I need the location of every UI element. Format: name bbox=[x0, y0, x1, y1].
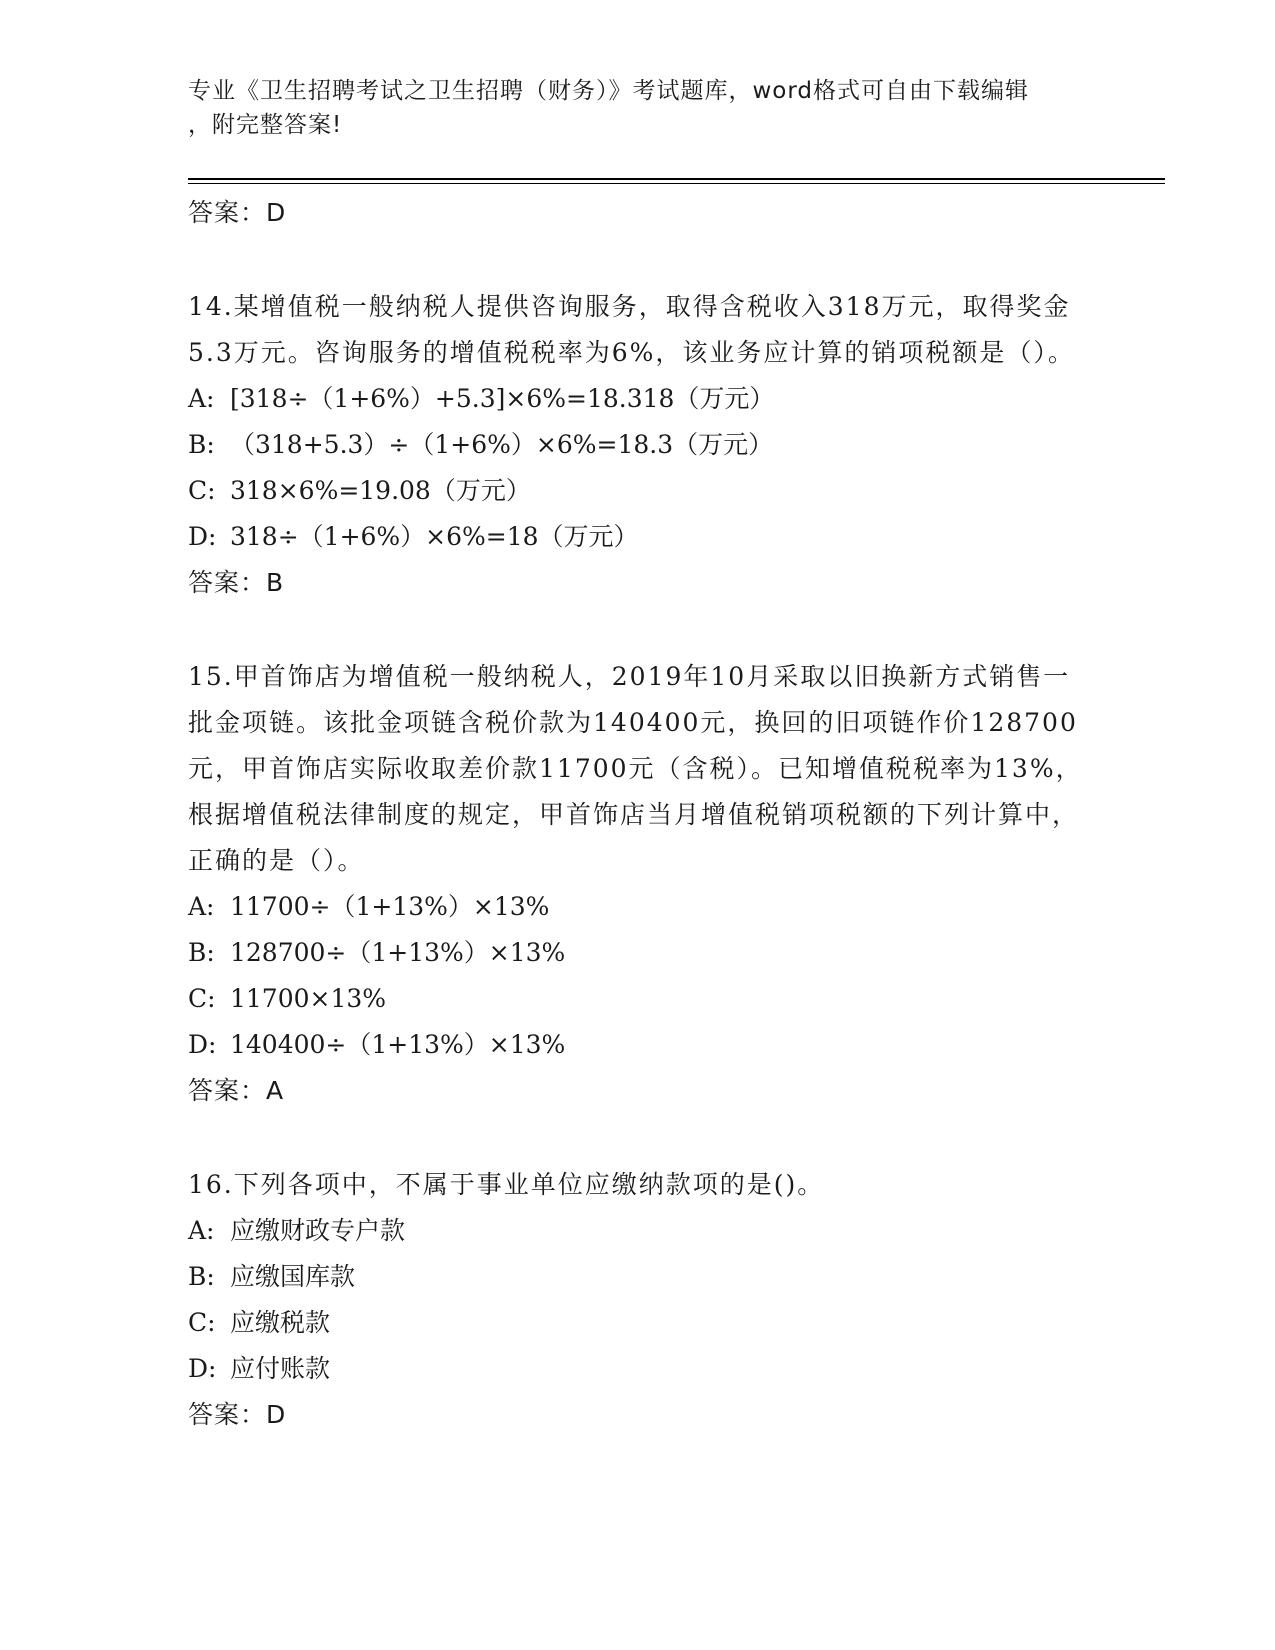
option-text: 应缴国库款 bbox=[230, 1262, 356, 1291]
question-16 bbox=[188, 1162, 1088, 1438]
option-text: 318÷（1+6%）×6%=18（万元） bbox=[230, 522, 639, 551]
option-text: 318×6%=19.08（万元） bbox=[230, 476, 531, 505]
option-text: 应缴税款 bbox=[230, 1308, 331, 1337]
question-answer: 答案：B bbox=[188, 568, 285, 597]
spacer bbox=[188, 236, 1088, 284]
question-stem: 15.甲首饰店为增值税一般纳税人，2019年10月采取以旧换新方式销售一批金项链。该批金项链含税价款为140400元，换回的旧项链作价128700元，甲首饰店实际收取差价款11700元（含税）。已知增值税税率为13%，根据增值税法律制度的规定，甲首饰店当月增值税销项税额的下列计算中，正确的是（）。 bbox=[188, 662, 1083, 875]
option-key: B: bbox=[188, 1262, 215, 1291]
question-14 bbox=[188, 284, 1088, 606]
option-key: A: bbox=[188, 892, 215, 921]
question-answer: 答案：D bbox=[188, 1400, 287, 1429]
header-rule-thick bbox=[188, 178, 1165, 180]
question-answer: 答案：A bbox=[188, 1076, 285, 1105]
option-key: A: bbox=[188, 1216, 215, 1245]
option-c bbox=[188, 1300, 1088, 1346]
option-text: [318÷（1+6%）+5.3]×6%=18.318（万元） bbox=[230, 384, 775, 413]
option-text: 应付账款 bbox=[230, 1354, 331, 1383]
question-stem: 14.某增值税一般纳税人提供咨询服务，取得含税收入318万元，取得奖金5.3万元。咨询服务的增值税税率为6%，该业务应计算的销项税额是（）。 bbox=[188, 292, 1075, 367]
document-header bbox=[188, 74, 1088, 142]
header-line-1: 专业《卫生招聘考试之卫生招聘（财务）》考试题库，word格式可自由下载编辑 bbox=[188, 78, 1030, 104]
option-d bbox=[188, 514, 1088, 560]
header-line-2: ，附完整答案! bbox=[188, 112, 343, 138]
option-key: C: bbox=[188, 476, 216, 505]
option-text: 11700÷（1+13%）×13% bbox=[230, 892, 550, 921]
option-c bbox=[188, 976, 1088, 1022]
option-b bbox=[188, 422, 1088, 468]
option-text: 应缴财政专户款 bbox=[230, 1216, 406, 1245]
option-text: 140400÷（1+13%）×13% bbox=[230, 1030, 566, 1059]
option-key: C: bbox=[188, 1308, 216, 1337]
option-key: C: bbox=[188, 984, 216, 1013]
option-a bbox=[188, 376, 1088, 422]
option-c bbox=[188, 468, 1088, 514]
question-list bbox=[188, 190, 1088, 1438]
question-stem: 16.下列各项中，不属于事业单位应缴纳款项的是()。 bbox=[188, 1170, 825, 1199]
option-text: 11700×13% bbox=[230, 984, 387, 1013]
option-a bbox=[188, 1208, 1088, 1254]
spacer bbox=[188, 606, 1088, 654]
question-15 bbox=[188, 654, 1088, 1114]
header-rule-thin bbox=[188, 183, 1165, 184]
option-key: D: bbox=[188, 1354, 217, 1383]
option-a bbox=[188, 884, 1088, 930]
option-text: （318+5.3）÷（1+6%）×6%=18.3（万元） bbox=[230, 430, 774, 459]
option-key: B: bbox=[188, 430, 215, 459]
option-d bbox=[188, 1022, 1088, 1068]
spacer bbox=[188, 1114, 1088, 1162]
option-text: 128700÷（1+13%）×13% bbox=[230, 938, 566, 967]
option-key: D: bbox=[188, 1030, 217, 1059]
option-key: D: bbox=[188, 522, 217, 551]
option-key: A: bbox=[188, 384, 215, 413]
previous-answer: 答案：D bbox=[188, 198, 287, 227]
option-b bbox=[188, 930, 1088, 976]
option-b bbox=[188, 1254, 1088, 1300]
option-d bbox=[188, 1346, 1088, 1392]
option-key: B: bbox=[188, 938, 215, 967]
